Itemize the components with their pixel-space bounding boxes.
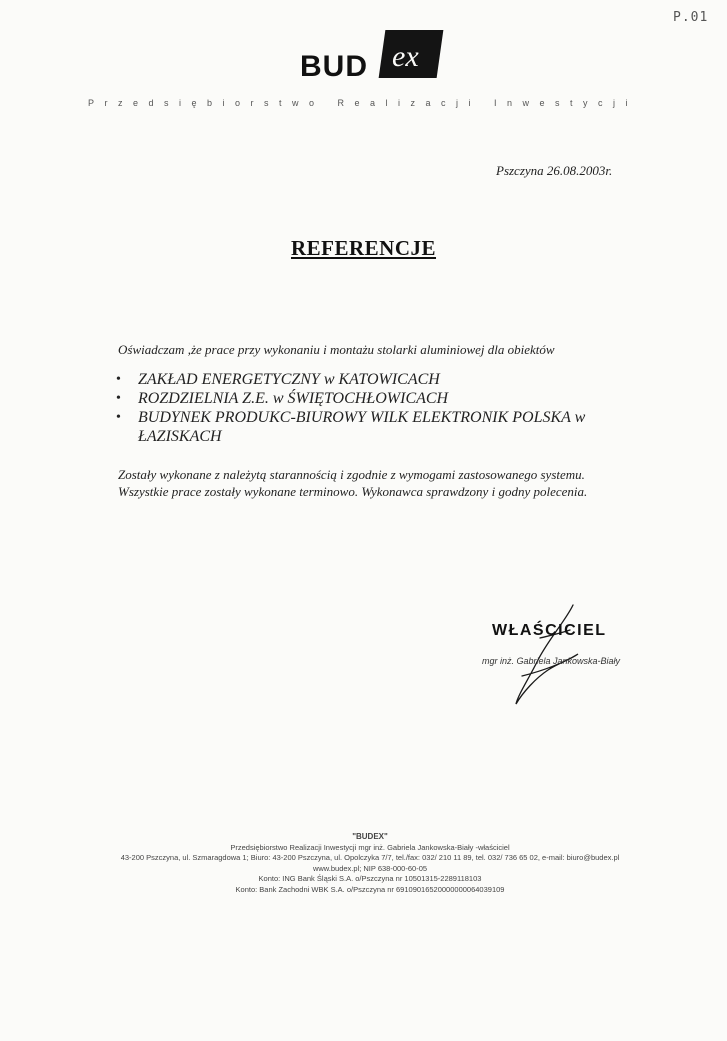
bullet-icon: • xyxy=(116,391,121,406)
footer-line: 43-200 Pszczyna, ul. Szmaragdowa 1; Biuro: 43-200 Pszczyna, ul. Opolczyka 7/7, tel./fax: 032/ 210 11 89, tel. 032/ 736 65 02, e-mail: biuro@budex.pl xyxy=(120,853,620,862)
list-item xyxy=(112,389,622,408)
signature-block xyxy=(478,600,678,710)
company-tagline: Przedsiębiorstwo Realizacji Inwestycji xyxy=(88,98,639,108)
page-mark: P.01 xyxy=(673,10,709,25)
bullet-icon: • xyxy=(116,410,121,425)
intro-paragraph: Oświadczam ,że prace przy wykonaniu i montażu stolarki aluminiowej dla obiektów xyxy=(118,342,555,357)
closing-paragraph xyxy=(118,466,638,500)
place-date: Pszczyna 26.08.2003r. xyxy=(496,163,613,178)
footer-line: Przedsiębiorstwo Realizacji Inwestycji mgr inż. Gabriela Jankowska-Biały -właściciel xyxy=(230,842,510,852)
signature-name: mgr inż. Gabriela Jankowska-Biały xyxy=(482,656,621,666)
list-item xyxy=(112,370,622,389)
budex-logo xyxy=(300,28,450,84)
object-label: ZAKŁAD ENERGETYCZNY w KATOWICACH xyxy=(138,371,440,388)
objects-list xyxy=(112,370,622,446)
object-label: BUDYNEK PRODUKC-BIUROWY WILK ELEKTRONIK POLSKA w ŁAZISKACH xyxy=(138,409,586,445)
logo-prefix: BUD xyxy=(300,50,368,83)
object-label: ROZDZIELNIA Z.E. w ŚWIĘTOCHŁOWICACH xyxy=(138,390,449,407)
handwritten-signature xyxy=(478,600,678,710)
closing-line-1: Zostały wykonane z należytą starannością i zgodnie z wymogami zastosowanego systemu. xyxy=(118,467,585,482)
footer-line: www.budex.pl; NIP 638-000-60-05 xyxy=(312,863,428,873)
footer-company: "BUDEX" xyxy=(352,832,388,841)
footer xyxy=(40,832,700,895)
list-item xyxy=(112,408,622,446)
signature-role: WŁAŚCICIEL xyxy=(492,622,607,639)
footer-line: Konto: ING Bank Śląski S.A. o/Pszczyna nr 10501315-2289118103 xyxy=(258,874,482,883)
logo-suffix: ex xyxy=(392,40,419,73)
closing-line-2: Wszystkie prace zostały wykonane terminowo. Wykonawca sprawdzony i godny polecenia. xyxy=(118,484,588,499)
footer-line: Konto: Bank Zachodni WBK S.A. o/Pszczyna nr 69109016520000000064039109 xyxy=(235,884,505,894)
document-title: REFERENCJE xyxy=(290,236,437,260)
bullet-icon: • xyxy=(116,372,121,387)
